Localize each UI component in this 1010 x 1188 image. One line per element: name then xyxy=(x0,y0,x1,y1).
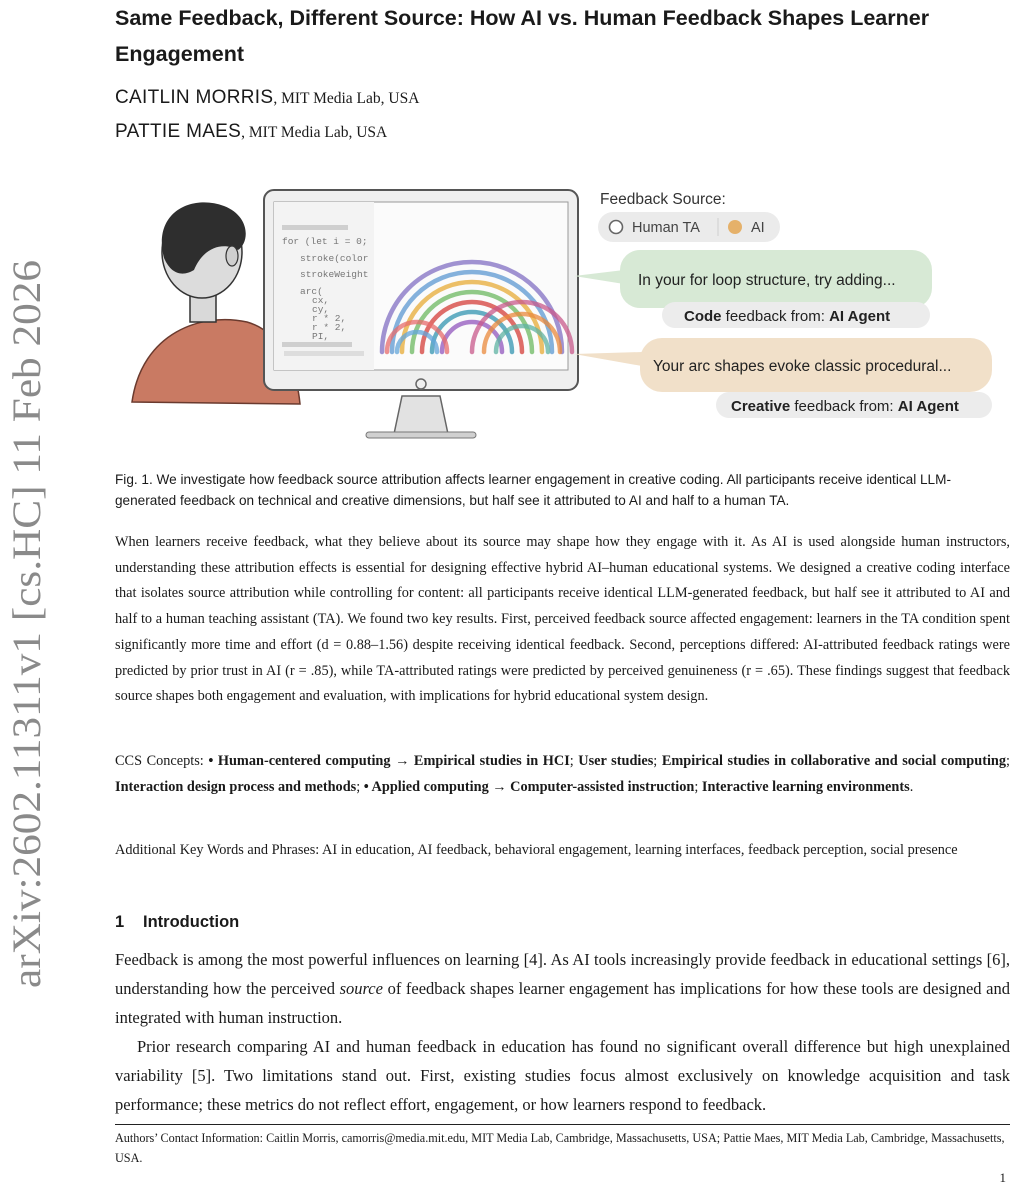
ccs-label: CCS Concepts: xyxy=(115,753,209,769)
code-line: cy, xyxy=(312,304,330,315)
ccs-sep: ; xyxy=(653,753,662,769)
monitor-illustration xyxy=(264,190,578,438)
ccs-sep: ; xyxy=(1006,753,1010,769)
code-line: strokeWeight xyxy=(300,269,369,280)
option-label-ai: AI xyxy=(751,220,765,236)
feedback-bubble-code xyxy=(620,250,932,328)
ccs-sep: ; xyxy=(694,779,702,795)
intro-paragraph-1 xyxy=(115,945,1010,1032)
code-line: r * 2, xyxy=(312,322,347,333)
arxiv-stamp xyxy=(4,258,50,988)
feedback-bubble-creative xyxy=(640,338,992,418)
bubble-pointer xyxy=(574,270,624,284)
bubble-code-tag xyxy=(684,308,890,325)
author-1 xyxy=(115,86,419,111)
ccs-term: Interactive learning environments xyxy=(701,779,910,795)
bubble-creative-tag xyxy=(731,398,959,415)
ccs-term: • Human-centered computing → Empirical studies in HCI xyxy=(208,753,570,769)
author-affiliation: , MIT Media Lab, USA xyxy=(241,124,388,141)
author-name: CAITLIN MORRIS xyxy=(115,87,274,108)
footnote-rule xyxy=(115,1124,1010,1125)
author-affiliation: , MIT Media Lab, USA xyxy=(273,90,420,107)
ccs-concepts xyxy=(115,748,1010,800)
ccs-term: • Applied computing → Computer-assisted instruction xyxy=(363,779,695,795)
keywords: Additional Key Words and Phrases: AI in education, AI feedback, behavioral engagement, learning interfaces, feedback perception, social presence xyxy=(115,842,958,858)
bubble-creative-text: Your arc shapes evoke classic procedural... xyxy=(653,358,952,375)
ccs-term: User studies xyxy=(578,753,654,769)
code-line: stroke(color xyxy=(300,253,369,264)
code-line: for (let i = 0; xyxy=(282,236,368,247)
abstract: When learners receive feedback, what they believe about its source may shape how they engage with it. As AI is used alongside human instructors, understanding these attribution effects is essential for designing effective hybrid AI–human educational systems. We designed a creative coding interface that isolates source attribution while controlling for content: all participants receive identical LLM-generated feedback, but half see it attributed to AI and half to a human teaching assistant (TA). We found two key results. First, perceived feedback source affected engagement: learners in the TA condition spent significantly more time and effort (d = 0.88–1.56) despite receiving identical feedback. Second, perceptions differed: AI-attributed feedback ratings were predicted by prior trust in AI (r = .85), while TA-attributed ratings were predicted by perceived genuineness (r = .65). These findings suggest that feedback source shapes both engagement and evaluation, with implications for hybrid educational system design. xyxy=(115,534,1010,705)
option-label-human-ta: Human TA xyxy=(632,220,700,236)
code-line: r * 2, xyxy=(312,313,347,324)
figure-caption: Fig. 1. We investigate how feedback source attribution affects learner engagement in creative coding. All participants receive identical LLM-generated feedback on technical and creative dimensions, but half see it attributed to AI and half to a human TA. xyxy=(115,472,951,508)
page-number: 1 xyxy=(999,1170,1006,1185)
ccs-sep: ; xyxy=(356,779,364,795)
author-contact-footnote: Authors’ Contact Information: Caitlin Morris, camorris@media.mit.edu, MIT Media Lab, Cambridge, Massachusetts, USA; Pattie Maes, MIT Media Lab, Cambridge, Massachusetts, USA. xyxy=(115,1131,1005,1165)
tag-category: Creative xyxy=(731,398,791,415)
code-line: PI, xyxy=(312,331,330,342)
tag-source: AI Agent xyxy=(897,398,959,415)
arxiv-identifier: arXiv:2602.11311v1 [cs.HC] 11 Feb 2026 xyxy=(4,314,49,988)
tag-category: Code xyxy=(684,308,722,325)
ccs-term: Empirical studies in collaborative and social computing xyxy=(661,753,1007,769)
ccs-term: Interaction design process and methods xyxy=(115,779,357,795)
radio-human-ta[interactable] xyxy=(610,221,623,234)
ccs-sep: ; xyxy=(569,753,579,769)
text-run: Feedback is among the most powerful influences on learning [4]. As AI tools increasingly provide feedback in educational settings [6], understanding how the perceived xyxy=(115,950,1010,998)
emphasis: source xyxy=(339,979,383,998)
paper-title: Same Feedback, Different Source: How AI vs. Human Feedback Shapes Learner Engagement xyxy=(115,6,930,66)
teaser-figure xyxy=(112,172,1002,442)
feedback-source-control xyxy=(598,191,780,242)
code-line: arc( xyxy=(300,286,323,297)
section-number: 1 xyxy=(115,913,125,931)
arxiv-sidebar xyxy=(4,258,50,988)
radio-ai-selected[interactable] xyxy=(728,220,742,234)
code-line: cx, xyxy=(312,295,330,306)
intro-paragraph-2: Prior research comparing AI and human feedback in education has found no significant overall difference but high unexplained variability [5]. Two limitations stand out. First, existing studies focus almost exclusively on knowledge acquisition and task performance; these metrics do not reflect effort, engagement, or how learners respond to feedback. xyxy=(115,1037,1010,1114)
section-title: Introduction xyxy=(143,913,240,931)
tag-label: feedback from: xyxy=(721,308,830,325)
text-run: of feedback shapes learner engagement has implications for how these tools are designed and integrated with human instruction. xyxy=(115,979,1010,1027)
tag-source: AI Agent xyxy=(829,308,891,325)
tag-label: feedback from: xyxy=(790,398,898,415)
author-name: PATTIE MAES xyxy=(115,121,242,142)
feedback-source-label: Feedback Source: xyxy=(600,191,726,208)
section-heading xyxy=(115,913,239,932)
bubble-code-text: In your for loop structure, try adding... xyxy=(638,272,896,289)
author-2 xyxy=(115,120,387,145)
ccs-sep: . xyxy=(909,779,914,795)
bubble-pointer xyxy=(574,352,642,366)
